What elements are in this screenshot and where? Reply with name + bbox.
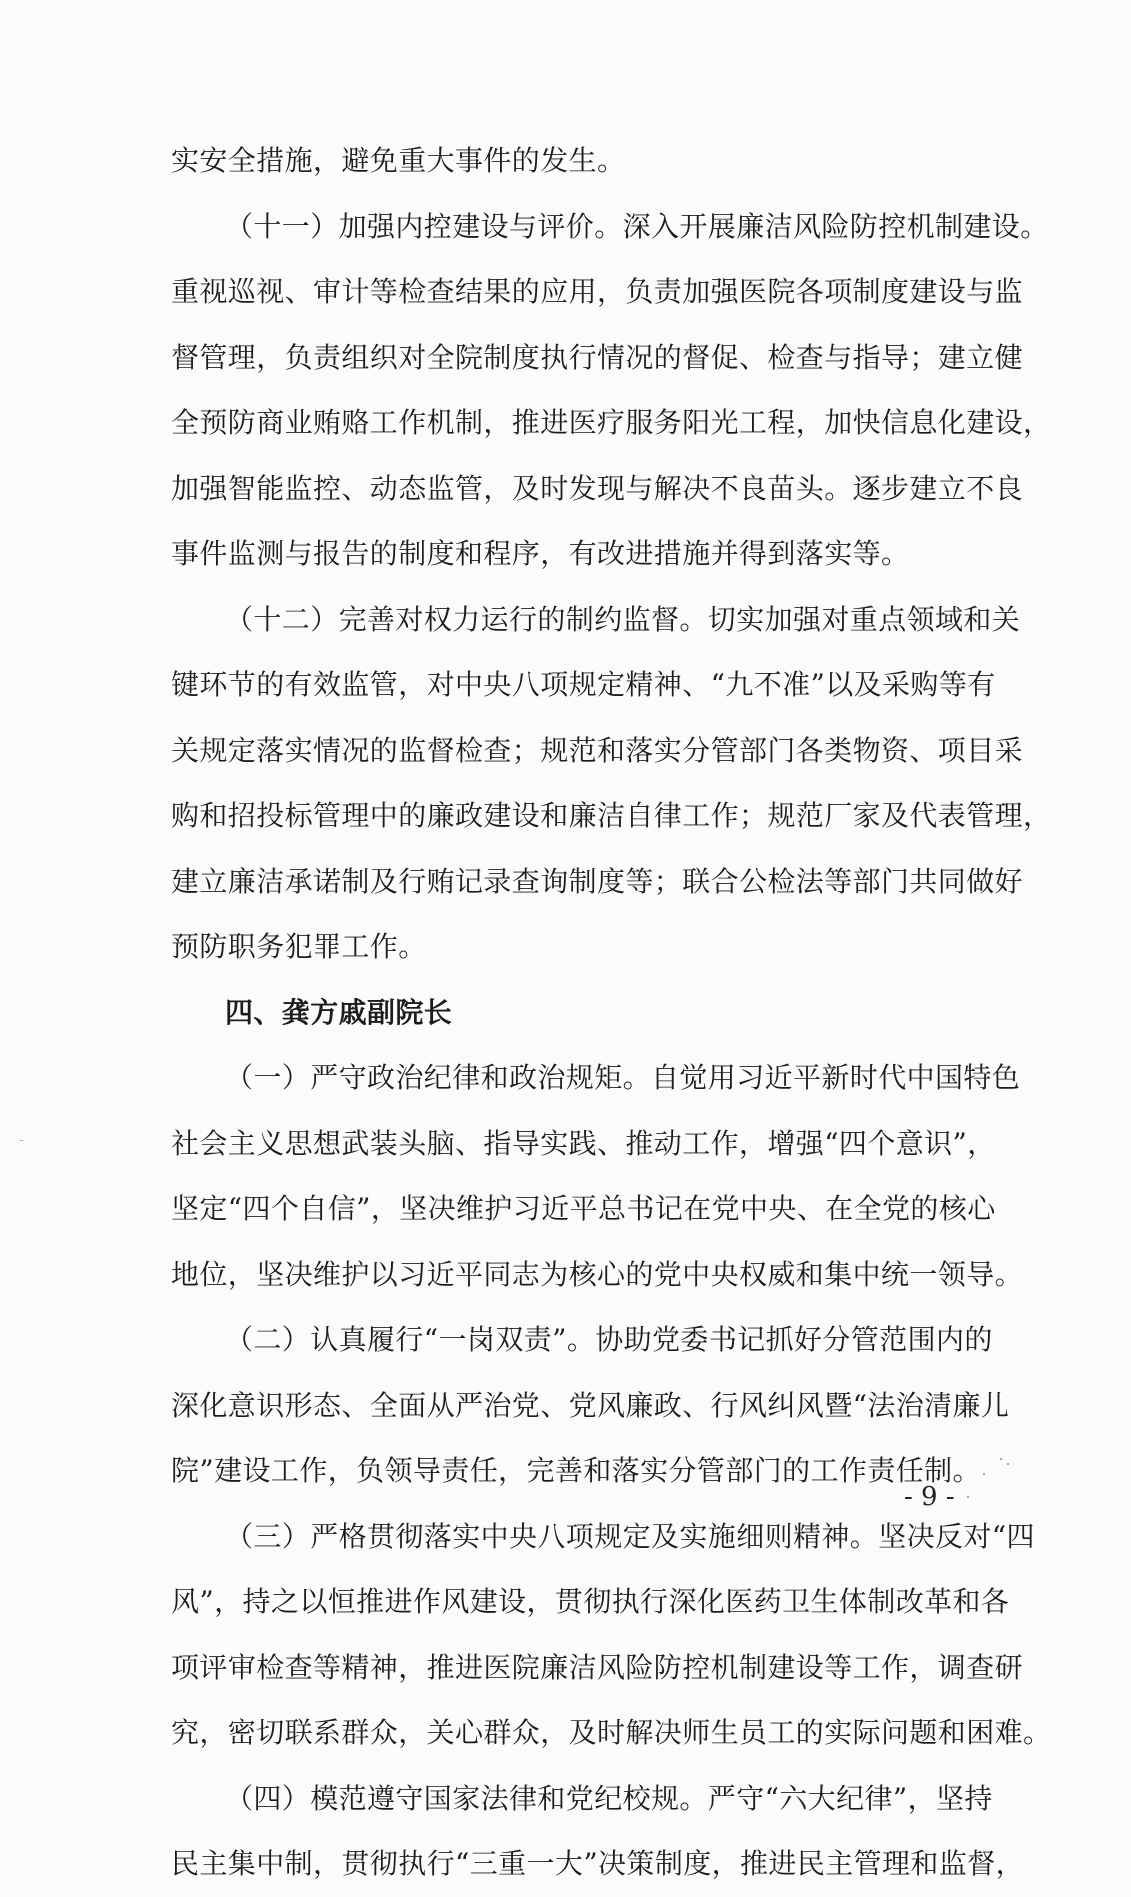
text-line: 地位，坚决维护以习近平同志为核心的党中央权威和集中统一领导。: [171, 1257, 1024, 1291]
text-line: 关规定落实情况的监督检查；规范和落实分管部门各类物资、项目采: [171, 733, 1024, 767]
text-line: 预防职务犯罪工作。: [171, 930, 427, 963]
document-body: [171, 128, 1052, 1897]
text-line: 购和招投标管理中的廉政建设和廉洁自律工作；规范厂家及代表管理，: [171, 799, 1052, 832]
scan-speck: [983, 1473, 985, 1475]
text-line: 建立廉洁承诺制及行贿记录查询制度等；联合公检法等部门共同做好: [171, 864, 1024, 898]
text-line: 实安全措施，避免重大事件的发生。: [171, 144, 626, 177]
text-line: 督管理，负责组织对全院制度执行情况的督促、检查与指导；建立健: [171, 340, 1024, 374]
text-line: 坚定“四个自信”，坚决维护习近平总书记在党中央、在全党的核心: [171, 1192, 996, 1225]
text-line: 全预防商业贿赂工作机制，推进医疗服务阳光工程，加快信息化建设，: [171, 406, 1052, 439]
text-line: 事件监测与报告的制度和程序，有改进措施并得到落实等。: [171, 537, 910, 570]
text-line: 重视巡视、审计等检查结果的应用，负责加强医院各项制度建设与监: [171, 275, 1024, 308]
text-line: 键环节的有效监管，对中央八项规定精神、“九不准”以及采购等有: [171, 668, 996, 701]
text-line: （四）模范遵守国家法律和党纪校规。严守“六大纪律”，坚持: [225, 1781, 993, 1815]
text-line: （三）严格贯彻落实中央八项规定及实施细则精神。坚决反对“四: [225, 1519, 1035, 1553]
scan-speck: [967, 1496, 969, 1498]
scan-speck: [1000, 1458, 1002, 1460]
text-line: 民主集中制，贯彻执行“三重一大”决策制度，推进民主管理和监督，: [171, 1847, 1025, 1880]
text-line: 加强智能监控、动态监管，及时发现与解决不良苗头。逐步建立不良: [171, 471, 1024, 505]
scan-speck: [20, 1140, 23, 1141]
text-line: 院”建设工作，负领导责任，完善和落实分管部门的工作责任制。: [171, 1454, 981, 1487]
section-heading: 四、龚方戚副院长: [225, 995, 453, 1029]
page-number: - 9 -: [904, 1482, 955, 1512]
text-line: 社会主义思想武装头脑、指导实践、推动工作，增强“四个意识”，: [171, 1126, 996, 1160]
text-line: 究，密切联系群众，关心群众，及时解决师生员工的实际问题和困难。: [171, 1716, 1052, 1749]
text-line: 深化意识形态、全面从严治党、党风廉政、行风纠风暨“法治清廉儿: [171, 1388, 1010, 1422]
scan-speck: [1007, 1463, 1009, 1465]
text-line: （十一）加强内控建设与评价。深入开展廉洁风险防控机制建设。: [225, 209, 1049, 243]
text-line: （一）严守政治纪律和政治规矩。自觉用习近平新时代中国特色: [225, 1061, 1021, 1094]
text-line: 项评审检查等精神，推进医院廉洁风险防控机制建设等工作，调查研: [171, 1650, 1024, 1684]
text-line: 风”，持之以恒推进作风建设，贯彻执行深化医药卫生体制改革和各: [171, 1585, 1010, 1618]
text-line: （十二）完善对权力运行的制约监督。切实加强对重点领域和关: [225, 602, 1021, 636]
text-line: （二）认真履行“一岗双责”。协助党委书记抓好分管范围内的: [225, 1323, 993, 1356]
